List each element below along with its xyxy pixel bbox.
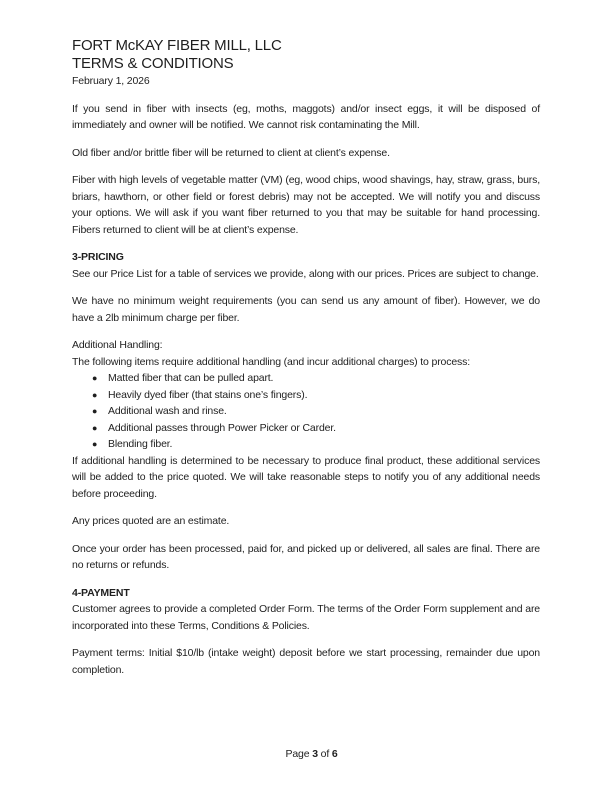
- list-item: [72, 436, 540, 453]
- paragraph-estimate: Any prices quoted are an estimate.: [72, 515, 230, 527]
- bullet-icon: ●: [92, 422, 98, 433]
- bullet-icon: ●: [92, 373, 98, 383]
- paragraph-insects: If you send in fiber with insects (eg, moths, maggots) and/or insect eggs, it will be disposed of immediately and owner will be notified. We cannot risk contaminating the Mill.: [72, 102, 540, 131]
- paragraph-old-fiber: Old fiber and/or brittle fiber will be returned to client at client’s expense.: [72, 146, 390, 159]
- paragraph-vegetable-matter: Fiber with high levels of vegetable matter (VM) (eg, wood chips, wood shavings, hay, straw, grass, burs, briars, hawthorn, or other field or forest debris) may not be accepted. We will notify you and discuss your options. We will ask if you want fiber returned to you that may be suitable for hand processing. Fibers returned to client will be at client’s expense.: [72, 174, 540, 236]
- bullet-icon: ●: [92, 439, 98, 449]
- paragraph-minimum-charge: We have no minimum weight requirements (you can send us any amount of fiber). However, we do have a 2lb minimum charge per fiber.: [72, 295, 540, 324]
- bullet-icon: ●: [92, 406, 98, 416]
- company-name: FORT McKAY FIBER MILL, LLC: [72, 37, 282, 54]
- of-label: of: [317, 747, 332, 760]
- paragraph-payment-terms: Payment terms: Initial $10/lb (intake weight) deposit before we start processing, remainder due upon completion.: [72, 647, 540, 676]
- paragraph-order-form: Customer agrees to provide a completed Order Form. The terms of the Order Form supplement and are incorporated into these Terms, Conditions & Policies.: [72, 603, 540, 632]
- list-item-text: Heavily dyed fiber (that stains one’s fingers).: [108, 388, 308, 401]
- document-date: February 1, 2026: [72, 75, 150, 87]
- additional-handling-intro: The following items require additional handling (and incur additional charges) to process:: [72, 355, 470, 368]
- bullet-icon: ●: [92, 389, 98, 400]
- paragraph-handling-note: If additional handling is determined to be necessary to produce final product, these additional services will be added to the price quoted. We will take reasonable steps to notify you of any additional needs before proceeding.: [72, 454, 540, 500]
- additional-handling-label: Additional Handling:: [72, 339, 163, 351]
- list-item: [72, 403, 540, 420]
- page-label: Page: [285, 747, 313, 760]
- paragraph-final-sales: Once your order has been processed, paid for, and picked up or delivered, all sales are final. There are no returns or refunds.: [72, 542, 540, 571]
- page-total: 6: [331, 747, 338, 760]
- page-number: 3: [312, 747, 318, 760]
- list-item-text: Additional wash and rinse.: [108, 405, 227, 417]
- list-item-text: Additional passes through Power Picker or Carder.: [108, 421, 336, 434]
- additional-handling-list: [72, 370, 540, 453]
- list-item: [72, 370, 540, 387]
- list-item-text: Blending fiber.: [108, 438, 173, 450]
- section-heading-pricing: 3-PRICING: [72, 251, 124, 263]
- list-item: [72, 420, 540, 437]
- document-header: [72, 37, 540, 90]
- document-title: TERMS & CONDITIONS: [72, 55, 234, 72]
- section-heading-payment: 4-PAYMENT: [72, 586, 130, 599]
- page-footer: [0, 729, 612, 779]
- list-item: [72, 387, 540, 404]
- list-item-text: Matted fiber that can be pulled apart.: [108, 372, 274, 384]
- paragraph-price-list: See our Price List for a table of services we provide, along with our prices. Prices are subject to change.: [72, 267, 539, 280]
